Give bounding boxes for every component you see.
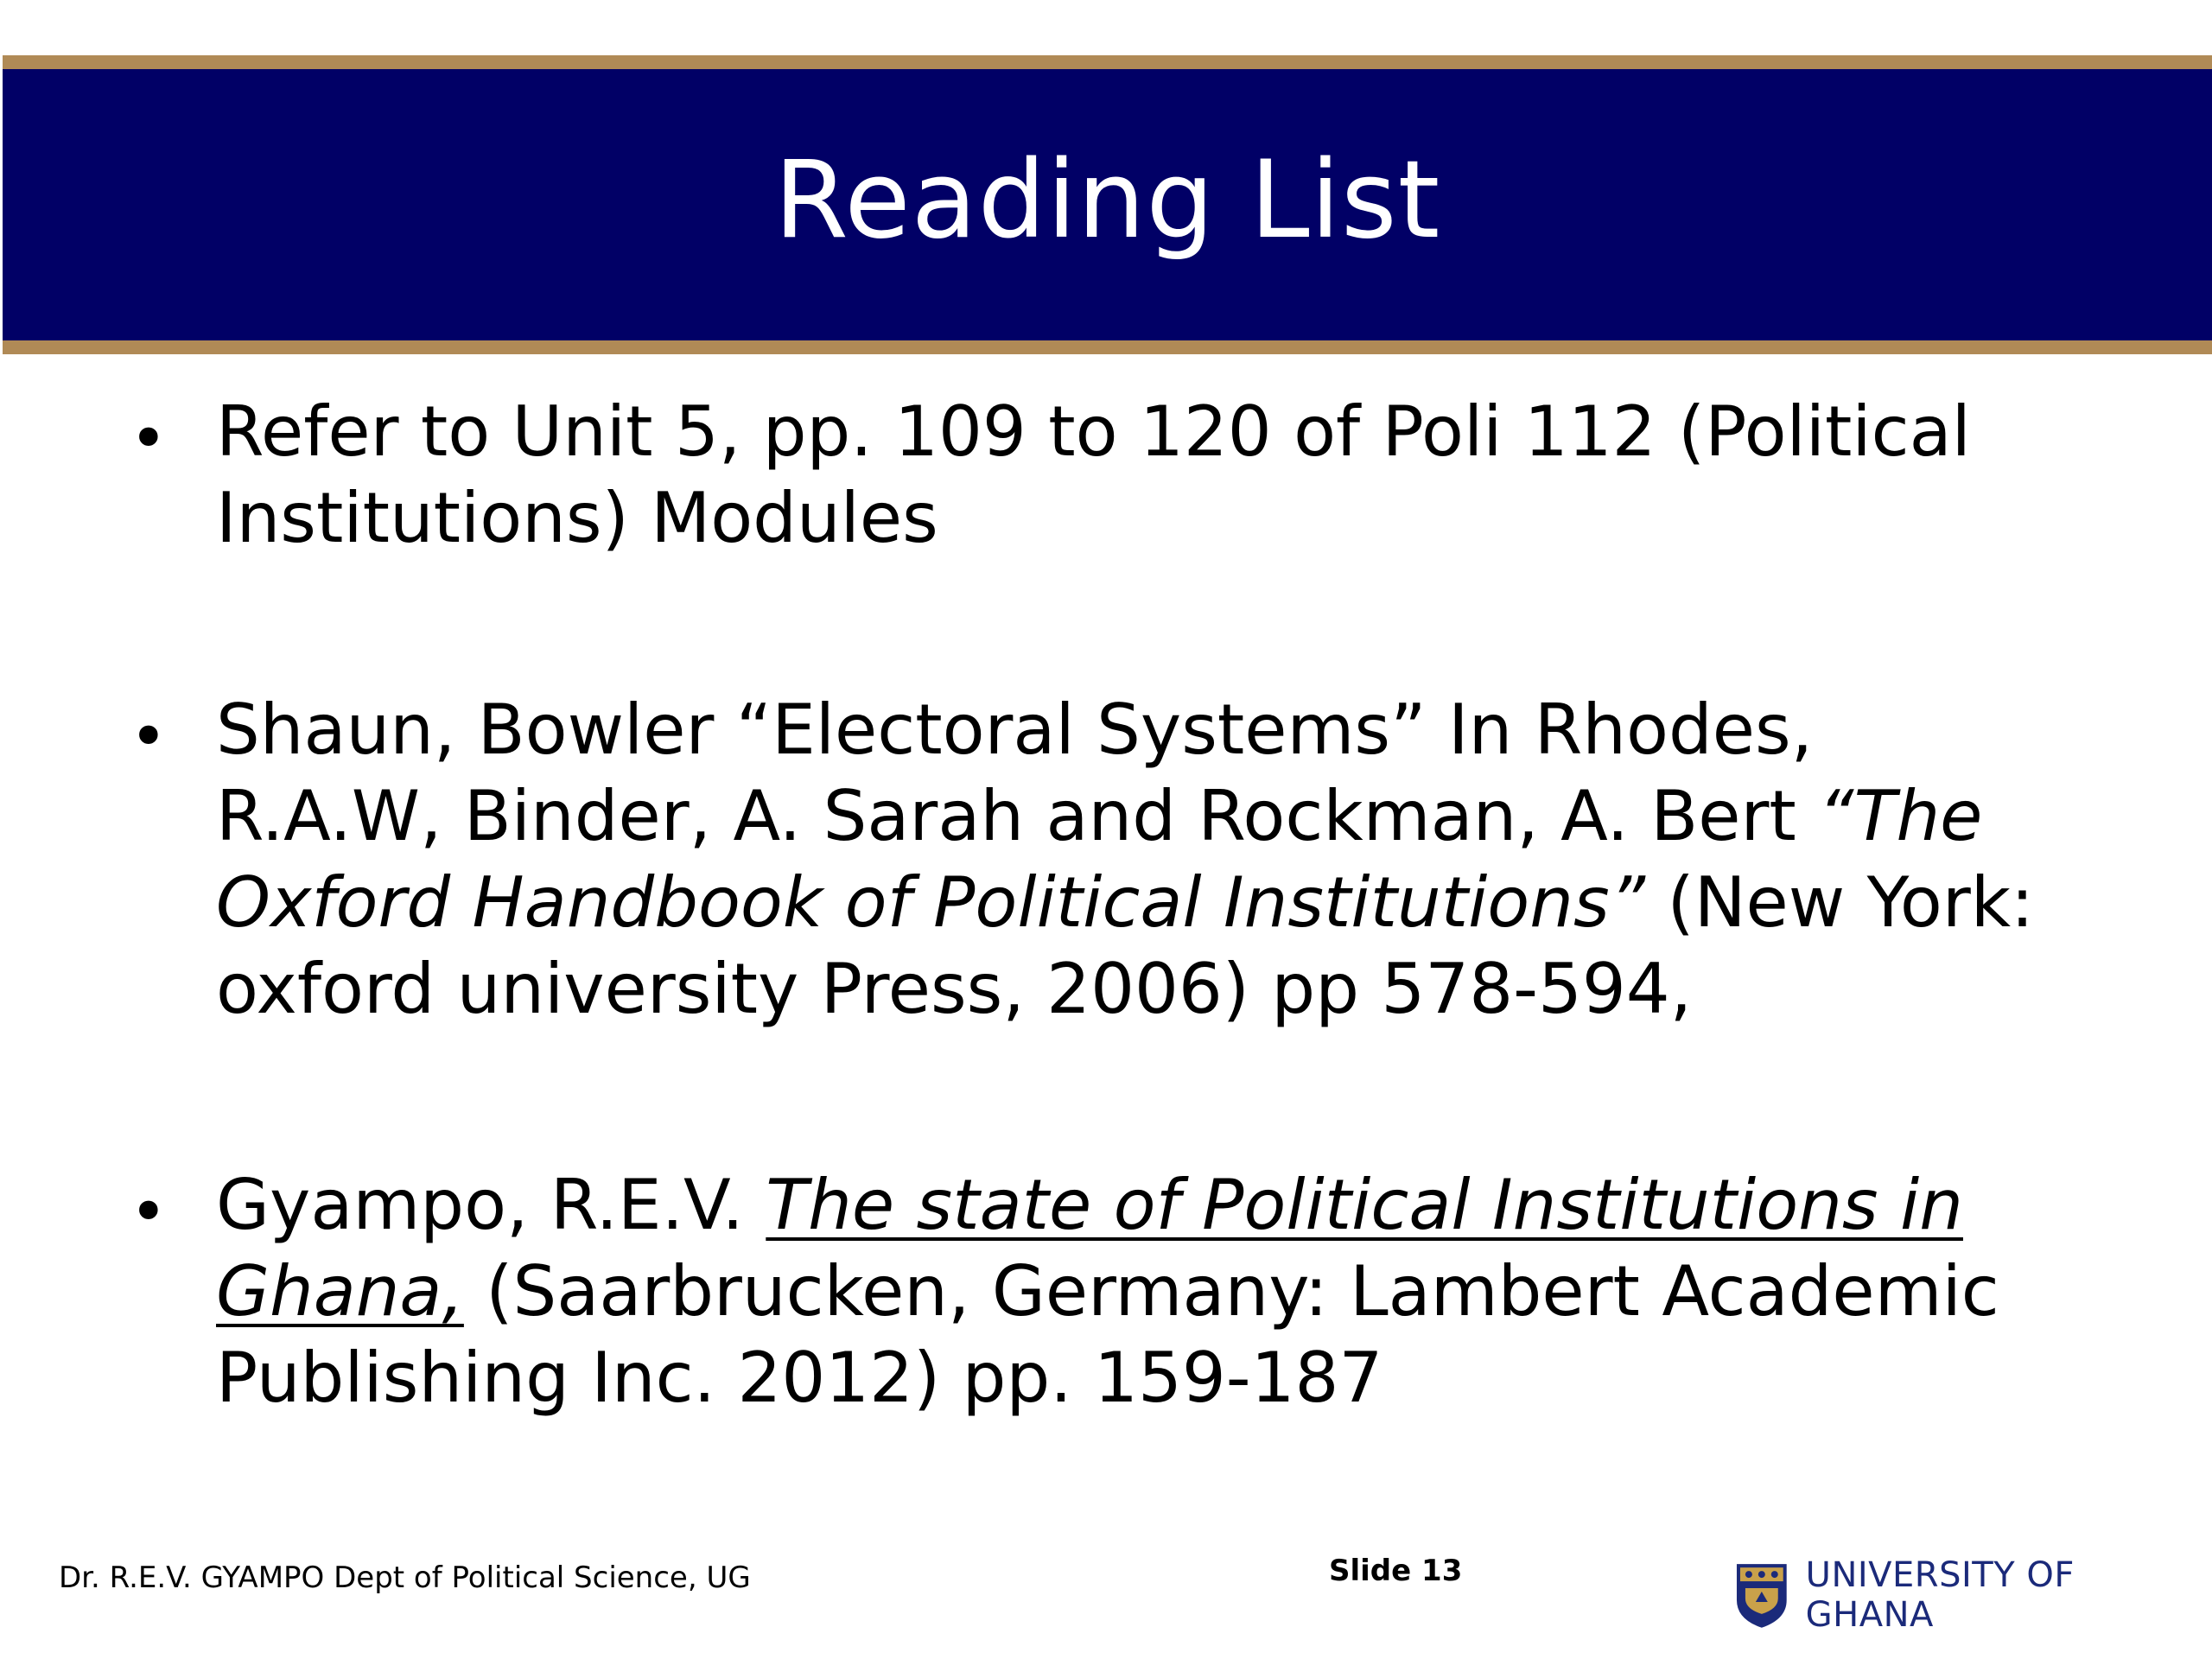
list-item-text [216, 1162, 2056, 1421]
book-title: “The Oxford Handbook of Political Institutions” [216, 776, 1983, 943]
citation-text: (Saarbrucken, Germany: Lambert Academic Publishing Inc. 2012) pp. 159-187 [216, 1251, 1999, 1418]
list-item [130, 389, 2117, 562]
citation-text: (New York: oxford university Press, 2006) pp 578-594, [216, 862, 2034, 1029]
list-item-text [216, 687, 2056, 1033]
bullet-icon: • [130, 1175, 168, 1249]
list-item [130, 687, 2117, 1033]
footer-author: Dr. R.E.V. GYAMPO Dept of Political Science, UG [59, 1560, 751, 1595]
slide-title: Reading List [773, 138, 1441, 263]
citation-text: Gyampo, R.E.V. [216, 1165, 766, 1245]
book-title: The state of Political Institutions in Ghana, [216, 1165, 1963, 1332]
list-item [130, 1162, 2117, 1421]
citation-text: Shaun, Bowler “Electoral Systems” In Rhodes, R.A.W, Binder, A. Sarah and Rockman, A. Bert [216, 690, 1819, 856]
title-bar [3, 55, 2212, 354]
slide-number: Slide 13 [1329, 1554, 1463, 1588]
university-logo [1733, 1555, 2212, 1635]
bullet-icon: • [130, 700, 168, 774]
university-name: UNIVERSITY OF GHANA [1805, 1555, 2075, 1635]
bullet-icon: • [130, 402, 168, 476]
list-item-text: Refer to Unit 5, pp. 109 to 120 of Poli 112 (Political Institutions) Modules [216, 391, 1971, 558]
university-crest-icon [1733, 1560, 1790, 1630]
